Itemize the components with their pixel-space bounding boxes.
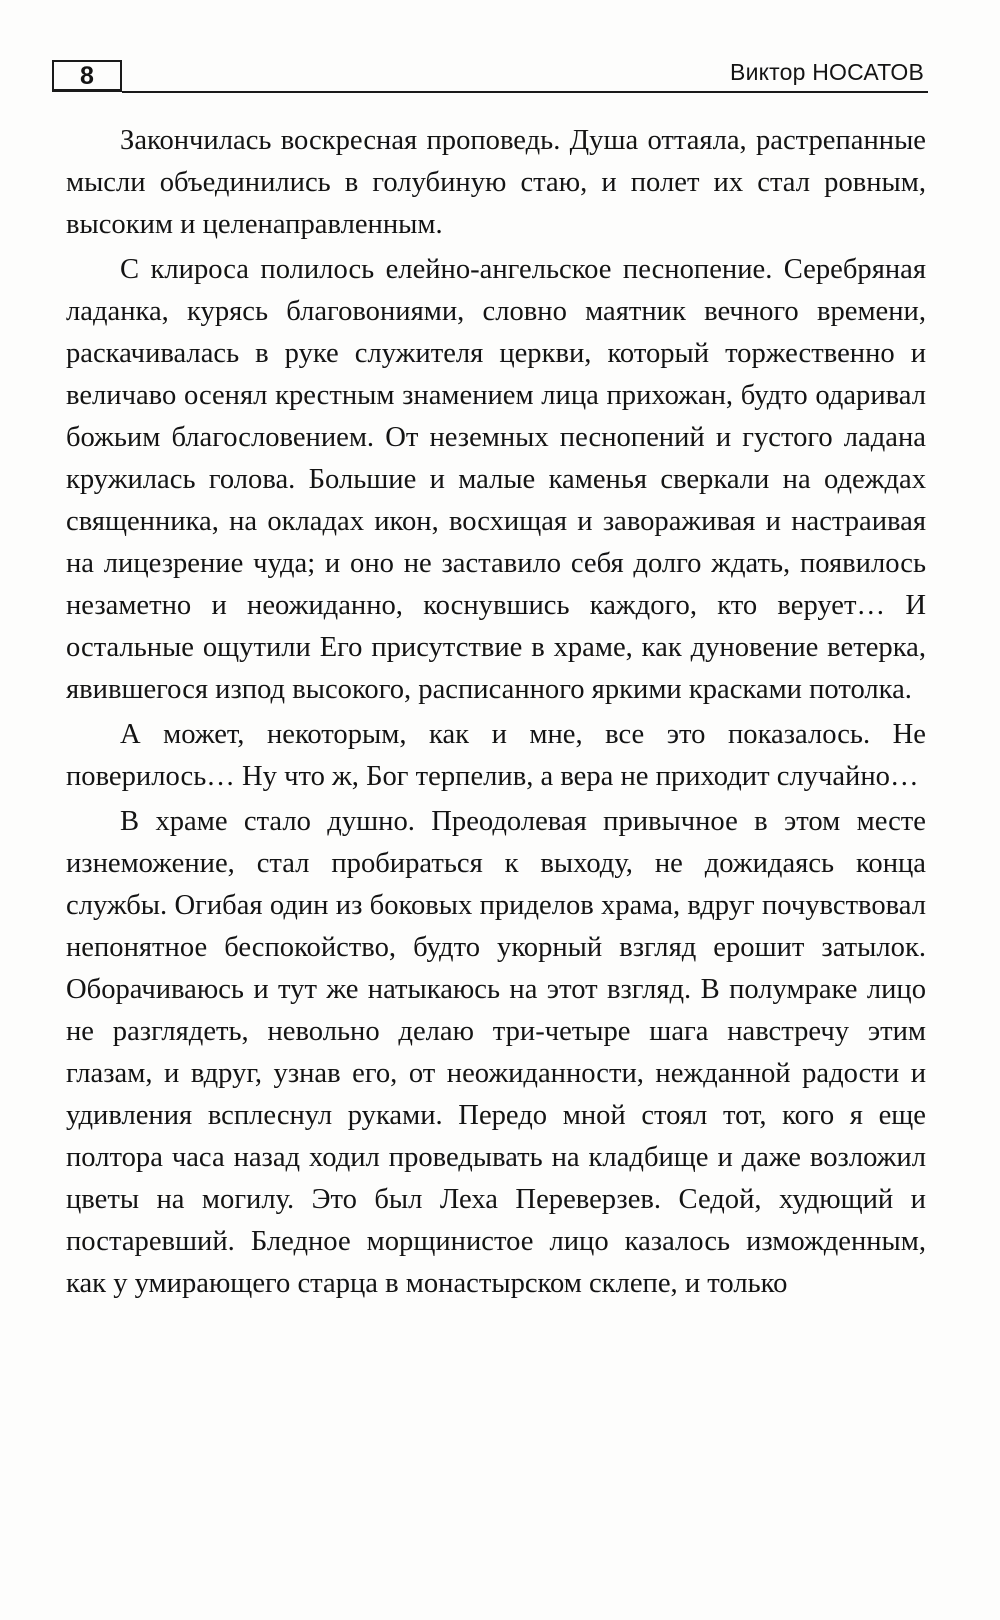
body-text: [66, 120, 926, 1308]
paragraph: В храме стало душно. Преодолевая привычное в этом месте изнеможение, стал пробираться к выходу, не дожидаясь конца службы. Огибая один из боковых приделов храма, вдруг почувствовал непонятное беспокойство, будто укорный взгляд ерошит затылок. Оборачиваюсь и тут же натыкаюсь на этот взгляд. В полумраке лицо не разглядеть, невольно делаю три-четыре шага навстречу этим глазам, и вдруг, узнав его, от неожиданности, нежданной радости и удивления всплеснул руками. Передо мной стоял тот, кого я еще полтора часа назад ходил проведывать на кладбище и даже возложил цветы на могилу. Это был Леха Переверзев. Седой, худющий и постаревший. Бледное морщинистое лицо казалось изможденным, как у умирающего старца в монастырском склепе, и только: [66, 806, 926, 1299]
page-header: [52, 56, 928, 94]
running-head-author: Виктор НОСАТОВ: [730, 59, 924, 85]
paragraph: Закончилась воскресная проповедь. Душа оттаяла, растрепанные мысли объединились в голубиную стаю, и полет их стал ровным, высоким и целенаправленным.: [66, 125, 926, 240]
paragraph: С клироса полилось елейно-ангельское песнопение. Серебряная ладанка, курясь благовониями, словно маятник вечного времени, раскачивалась в руке служителя церкви, который торжественно и величаво осенял крестным знамением лица прихожан, будто одаривал божьим благословением. От неземных песнопений и густого ладана кружилась голова. Большие и малые каменья сверкали на одеждах священника, на окладах икон, восхищая и завораживая и настраивая на лицезрение чуда; и оно не заставило себя долго ждать, появилось незаметно и неожиданно, коснувшись каждого, кто верует… И остальные ощутили Его присутствие в храме, как дуновение ветерка, явившегося изпод высокого, расписанного яркими красками потолка.: [66, 254, 926, 705]
page-number: 8: [52, 60, 122, 92]
header-rule: [122, 91, 928, 93]
paragraph: А может, некоторым, как и мне, все это показалось. Не поверилось… Ну что ж, Бог терпелив, а вера не приходит случайно…: [66, 719, 926, 792]
